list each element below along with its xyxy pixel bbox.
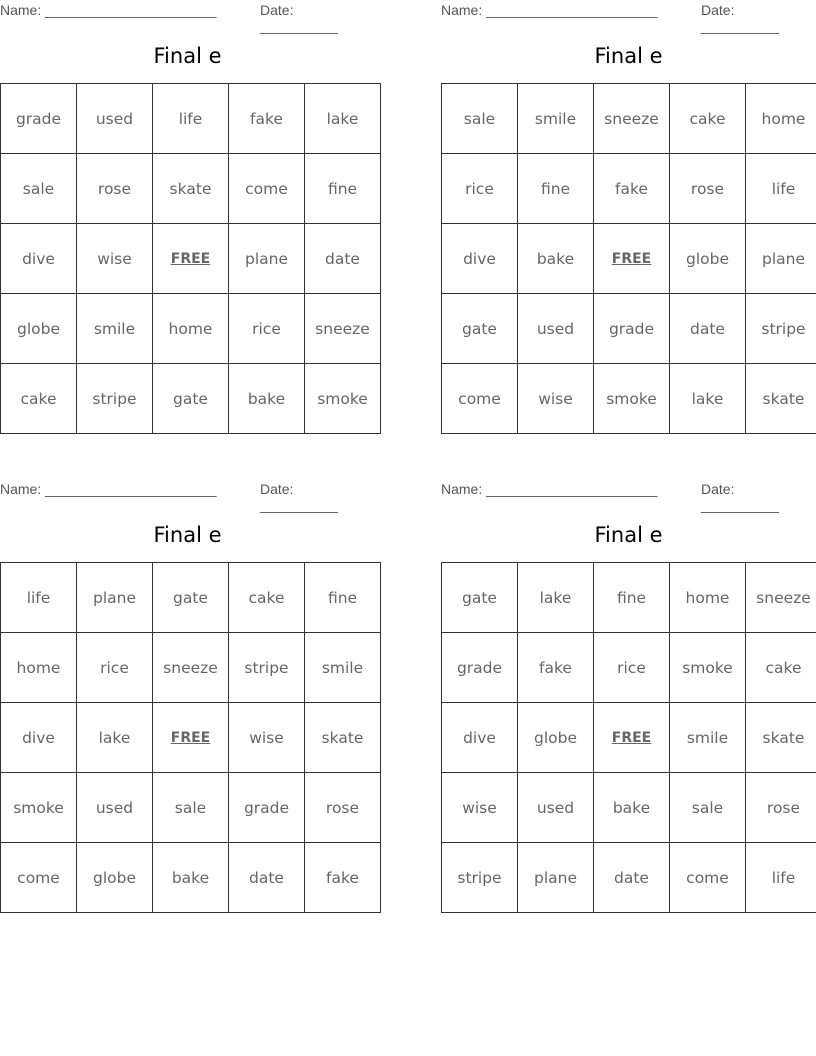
grid-cell: home [1,633,77,703]
grid-cell: fine [594,563,670,633]
grid-cell: smoke [1,773,77,843]
grid-row [1,843,381,913]
grid-cell: home [670,563,746,633]
grid-cell: life [746,843,816,913]
card-title: Final e [594,523,663,547]
grid-cell: fine [518,154,594,224]
grid-cell: come [229,154,305,224]
grid-cell: wise [77,224,153,294]
bingo-card-3 [0,479,375,914]
grid-cell: cake [229,563,305,633]
grid-row [1,224,381,294]
date-field[interactable]: Date: __________ [701,481,779,513]
grid-row [1,703,381,773]
grid-row [1,563,381,633]
grid-row [442,364,816,434]
grid-cell: smile [670,703,746,773]
grid-cell: dive [1,703,77,773]
grid-cell: grade [1,84,77,154]
grid-cell: cake [746,633,816,703]
grid-cell: bake [594,773,670,843]
name-date-line [0,2,375,34]
name-date-line [441,481,816,513]
bingo-grid [441,83,816,434]
grid-cell: stripe [229,633,305,703]
grid-cell: wise [442,773,518,843]
grid-cell: life [1,563,77,633]
grid-cell: fine [305,563,381,633]
grid-cell: smile [305,633,381,703]
name-date-line [0,481,375,513]
grid-cell: rice [442,154,518,224]
grid-cell: grade [594,294,670,364]
grid-cell: come [1,843,77,913]
bingo-grid [0,562,381,913]
grid-row [442,773,816,843]
grid-cell: bake [153,843,229,913]
grid-cell: cake [1,364,77,434]
grid-cell: skate [305,703,381,773]
bingo-grid [441,562,816,913]
grid-cell: plane [229,224,305,294]
date-field[interactable]: Date: __________ [260,481,338,513]
grid-cell: bake [229,364,305,434]
grid-cell: lake [670,364,746,434]
grid-cell: fake [229,84,305,154]
grid-row [442,84,816,154]
grid-cell: globe [1,294,77,364]
grid-cell: life [746,154,816,224]
grid-cell: smile [518,84,594,154]
grid-cell: gate [442,294,518,364]
bingo-card-4 [441,479,816,914]
grid-cell: skate [153,154,229,224]
grid-cell: used [518,773,594,843]
date-field[interactable]: Date: __________ [701,2,779,34]
grid-cell: stripe [77,364,153,434]
grid-row [1,154,381,224]
bingo-card-2 [441,0,816,435]
grid-row [442,154,816,224]
grid-cell: come [670,843,746,913]
grid-cell: home [153,294,229,364]
grid-cell: sneeze [746,563,816,633]
grid-row [1,84,381,154]
grid-cell: smoke [594,364,670,434]
grid-cell: rice [229,294,305,364]
name-field[interactable]: Name: ______________________ [0,481,217,497]
card-title: Final e [153,44,222,68]
grid-cell: bake [518,224,594,294]
grid-cell: used [77,773,153,843]
grid-cell: fake [594,154,670,224]
grid-cell: rose [670,154,746,224]
grid-cell: globe [77,843,153,913]
grid-cell: sneeze [305,294,381,364]
grid-cell: sneeze [153,633,229,703]
grid-cell: gate [153,563,229,633]
grid-cell: lake [305,84,381,154]
grid-cell: skate [746,703,816,773]
grid-row [442,703,816,773]
grid-cell: date [229,843,305,913]
grid-cell: stripe [746,294,816,364]
grid-cell: rose [77,154,153,224]
grid-cell: used [518,294,594,364]
grid-cell: date [670,294,746,364]
grid-cell: date [305,224,381,294]
grid-cell: home [746,84,816,154]
free-space-cell: FREE [594,224,670,294]
grid-row [442,563,816,633]
grid-cell: rice [77,633,153,703]
grid-row [1,294,381,364]
date-field[interactable]: Date: __________ [260,2,338,34]
grid-cell: dive [1,224,77,294]
grid-cell: fake [518,633,594,703]
grid-cell: sale [153,773,229,843]
grid-cell: grade [442,633,518,703]
grid-cell: plane [518,843,594,913]
grid-cell: rose [746,773,816,843]
grid-cell: dive [442,224,518,294]
grid-row [442,633,816,703]
grid-cell: stripe [442,843,518,913]
grid-cell: rice [594,633,670,703]
grid-row [1,364,381,434]
grid-cell: grade [229,773,305,843]
grid-cell: sale [670,773,746,843]
grid-cell: wise [229,703,305,773]
bingo-card-1 [0,0,375,435]
free-space-cell: FREE [153,703,229,773]
grid-cell: fake [305,843,381,913]
free-space-cell: FREE [153,224,229,294]
name-field[interactable]: Name: ______________________ [0,2,217,18]
grid-cell: plane [77,563,153,633]
grid-row [1,633,381,703]
grid-cell: rose [305,773,381,843]
grid-cell: sale [1,154,77,224]
grid-cell: sale [442,84,518,154]
grid-cell: used [77,84,153,154]
bingo-grid [0,83,381,434]
grid-cell: dive [442,703,518,773]
grid-cell: skate [746,364,816,434]
grid-row [442,843,816,913]
grid-cell: lake [77,703,153,773]
grid-cell: globe [518,703,594,773]
grid-row [442,224,816,294]
grid-cell: smile [77,294,153,364]
grid-cell: gate [442,563,518,633]
grid-row [442,294,816,364]
grid-row [1,773,381,843]
name-date-line [441,2,816,34]
grid-cell: smoke [305,364,381,434]
grid-cell: plane [746,224,816,294]
grid-cell: gate [153,364,229,434]
grid-cell: sneeze [594,84,670,154]
card-title: Final e [594,44,663,68]
grid-cell: lake [518,563,594,633]
card-title: Final e [153,523,222,547]
grid-cell: fine [305,154,381,224]
free-space-cell: FREE [594,703,670,773]
grid-cell: globe [670,224,746,294]
grid-cell: come [442,364,518,434]
grid-cell: wise [518,364,594,434]
grid-cell: smoke [670,633,746,703]
grid-cell: date [594,843,670,913]
name-field[interactable]: Name: ______________________ [441,481,658,497]
name-field[interactable]: Name: ______________________ [441,2,658,18]
grid-cell: life [153,84,229,154]
grid-cell: cake [670,84,746,154]
